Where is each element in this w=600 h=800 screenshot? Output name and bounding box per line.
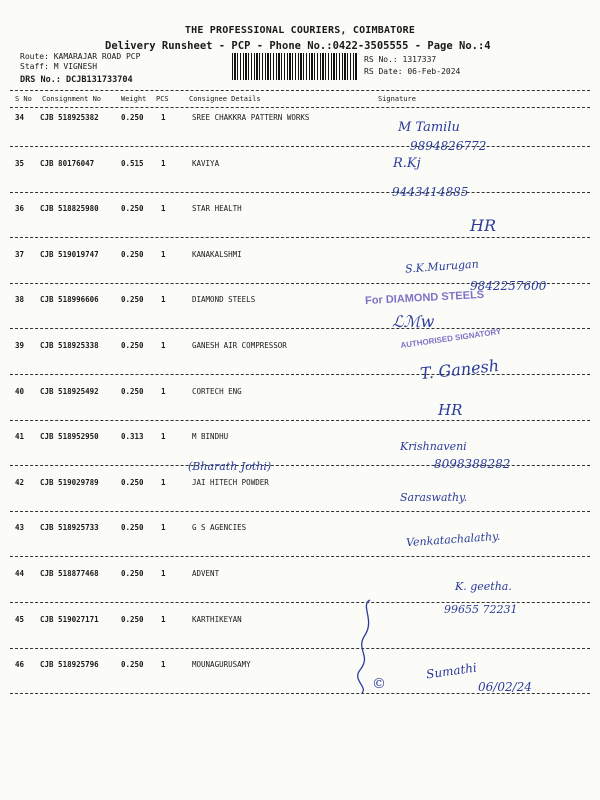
row-consignee: G S AGENCIES xyxy=(192,523,247,532)
row-consignee: KAVIYA xyxy=(192,159,220,168)
col-header-weight: Weight xyxy=(121,95,147,103)
col-header-consignment: Consignment No xyxy=(42,95,102,103)
row-sno: 35 xyxy=(15,159,25,168)
row-consignment-no: CJB 518952950 xyxy=(40,432,99,441)
row-consignee: SREE CHAKKRA PATTERN WORKS xyxy=(192,113,310,122)
runsheet-title: Delivery Runsheet - PCP - Phone No.:0422-3505555 - Page No.:4 xyxy=(105,40,491,52)
signature-36: HR xyxy=(470,216,496,235)
company-stamp: For DIAMOND STEELS xyxy=(364,288,485,308)
row-pcs: 1 xyxy=(161,615,166,624)
row-consignment-no: CJB 518996606 xyxy=(40,295,99,304)
rs-number: RS No.: 1317337 xyxy=(364,55,437,64)
signature-46-name: Sumathi xyxy=(425,660,478,682)
row-divider xyxy=(10,556,590,557)
row-consignee: JAI HITECH POWDER xyxy=(192,478,269,487)
rs-date: RS Date: 06-Feb-2024 xyxy=(364,67,461,76)
row-consignee: ADVENT xyxy=(192,569,220,578)
authorised-signatory-stamp: AUTHORISED SIGNATORY xyxy=(399,326,502,351)
row-sno: 44 xyxy=(15,569,25,578)
row-pcs: 1 xyxy=(161,478,166,487)
row-weight: 0.250 xyxy=(121,569,144,578)
row-sno: 43 xyxy=(15,523,25,532)
row-consignment-no: CJB 518925492 xyxy=(40,387,99,396)
row-pcs: 1 xyxy=(161,159,166,168)
row-pcs: 1 xyxy=(161,204,166,213)
row-consignment-no: CJB 518877468 xyxy=(40,569,99,578)
row-divider xyxy=(10,328,590,329)
row-sno: 38 xyxy=(15,295,25,304)
signature-38-scribble: ℒℳw xyxy=(392,312,435,331)
signature-46-date: 06/02/24 xyxy=(478,680,532,694)
signature-40: HR xyxy=(438,401,463,419)
row-consignee: STAR HEALTH xyxy=(192,204,242,213)
signature-35-name: R.Kj xyxy=(393,156,421,171)
row-divider xyxy=(10,648,590,649)
barcode-image xyxy=(232,53,358,80)
row-consignment-no: CJB 518925338 xyxy=(40,341,99,350)
signature-34-name: M Tamilu xyxy=(398,120,460,135)
signature-44-phone: 99655 72231 xyxy=(444,603,518,616)
drs-number: DRS No.: DCJB131733704 xyxy=(20,75,133,85)
row-pcs: 1 xyxy=(161,250,166,259)
row-pcs: 1 xyxy=(161,660,166,669)
company-name: THE PROFESSIONAL COURIERS, COIMBATORE xyxy=(184,25,416,36)
col-header-pcs: PCS xyxy=(156,95,169,103)
row-consignee: DIAMOND STEELS xyxy=(192,295,256,304)
row-sno: 45 xyxy=(15,615,25,624)
row-weight: 0.250 xyxy=(121,113,144,122)
signature-37-name: S.K.Murugan xyxy=(404,257,480,276)
row-pcs: 1 xyxy=(161,295,166,304)
col-header-signature: Signature xyxy=(378,95,416,103)
row-pcs: 1 xyxy=(161,569,166,578)
staff-label: Staff: M VIGNESH xyxy=(20,62,98,71)
row-sno: 39 xyxy=(15,341,25,350)
row-weight: 0.250 xyxy=(121,250,144,259)
row-divider xyxy=(10,374,590,375)
row-divider xyxy=(10,420,590,421)
handwritten-note-41: (Bharath Jothi) xyxy=(188,460,272,473)
row-weight: 0.250 xyxy=(121,387,144,396)
row-consignment-no: CJB 519027171 xyxy=(40,615,99,624)
row-sno: 34 xyxy=(15,113,25,122)
row-pcs: 1 xyxy=(161,113,166,122)
col-header-consignee: Consignee Details xyxy=(189,95,261,103)
row-weight: 0.250 xyxy=(121,660,144,669)
row-pcs: 1 xyxy=(161,523,166,532)
row-divider xyxy=(10,237,590,238)
row-consignment-no: CJB 518825980 xyxy=(40,204,99,213)
row-pcs: 1 xyxy=(161,341,166,350)
row-sno: 41 xyxy=(15,432,25,441)
row-consignment-no: CJB 518925796 xyxy=(40,660,99,669)
row-sno: 46 xyxy=(15,660,25,669)
row-sno: 37 xyxy=(15,250,25,259)
row-pcs: 1 xyxy=(161,387,166,396)
header-rule-top xyxy=(10,90,590,91)
row-pcs: 1 xyxy=(161,432,166,441)
signature-43: Venkatachalathy. xyxy=(405,529,501,550)
row-weight: 0.250 xyxy=(121,523,144,532)
signature-44-name: K. geetha. xyxy=(455,580,512,593)
row-consignment-no: CJB 518925382 xyxy=(40,113,99,122)
row-sno: 36 xyxy=(15,204,25,213)
row-consignee: M BINDHU xyxy=(192,432,229,441)
col-header-sno: S No xyxy=(15,95,32,103)
signature-35-phone: 9443414885 xyxy=(392,185,469,199)
route-label: Route: KAMARAJAR ROAD PCP xyxy=(20,52,141,61)
header-rule-bottom xyxy=(10,107,590,108)
row-divider xyxy=(10,192,590,193)
signature-41-phone: 8098388282 xyxy=(434,457,511,471)
row-weight: 0.250 xyxy=(121,615,144,624)
row-consignment-no: CJB 519029789 xyxy=(40,478,99,487)
signature-37-phone: 9842257600 xyxy=(470,279,547,293)
row-consignment-no: CJB 80176047 xyxy=(40,159,95,168)
row-weight: 0.250 xyxy=(121,204,144,213)
circled-mark-icon: © xyxy=(372,676,386,692)
row-weight: 0.515 xyxy=(121,159,144,168)
row-sno: 40 xyxy=(15,387,25,396)
signature-34-phone: 9894826772 xyxy=(410,139,487,153)
row-consignment-no: CJB 519019747 xyxy=(40,250,99,259)
row-consignee: KANAKALSHMI xyxy=(192,250,242,259)
row-divider xyxy=(10,146,590,147)
row-weight: 0.313 xyxy=(121,432,144,441)
signature-42: Saraswathy. xyxy=(400,491,468,504)
row-weight: 0.250 xyxy=(121,478,144,487)
signature-41-name: Krishnaveni xyxy=(400,440,467,453)
row-divider xyxy=(10,511,590,512)
row-consignment-no: CJB 518925733 xyxy=(40,523,99,532)
signature-39: T. Ganesh xyxy=(419,355,500,384)
row-consignee: CORTECH ENG xyxy=(192,387,242,396)
row-weight: 0.250 xyxy=(121,341,144,350)
row-consignee: GANESH AIR COMPRESSOR xyxy=(192,341,287,350)
row-consignee: KARTHIKEYAN xyxy=(192,615,242,624)
row-weight: 0.250 xyxy=(121,295,144,304)
row-consignee: MOUNAGURUSAMY xyxy=(192,660,251,669)
row-sno: 42 xyxy=(15,478,25,487)
